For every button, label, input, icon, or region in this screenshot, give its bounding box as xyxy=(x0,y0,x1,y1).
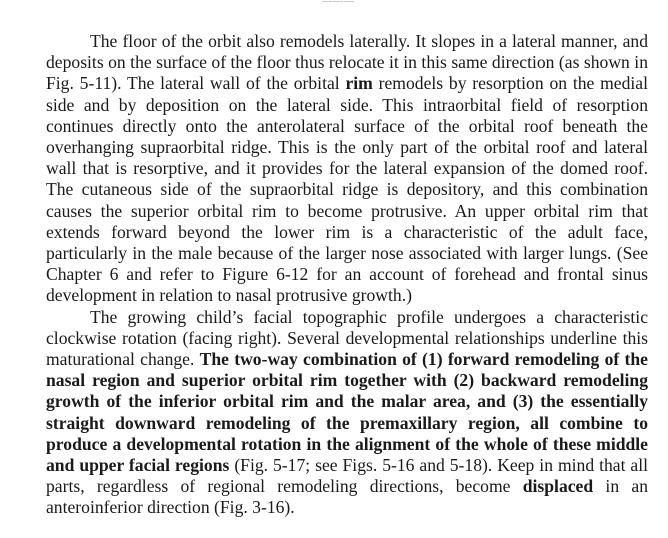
text-segment: remodels by resorption on the medial side and by deposition on the lateral side. This intraorbital field of resorption continues directly onto the anterolateral surface of the orbital roof beneath the overhanging supraorbital ridge. This is the only part of the orbital roof and lateral wall that is resorptive, and it provides for the lateral expansion of the domed roof. The cutaneous side of the supraorbital ridge is depository, and this combination causes the superior orbital rim to become protrusive. An upper orbital rim that extends forward beyond the lower rim is a characteristic of the adult face, particularly in the male because of the larger nose associated with larger lungs. (See Chapter 6 and refer to Figure 6-12 for an account of forehead and frontal sinus development in relation to nasal protrusive growth.) xyxy=(46,73,649,306)
text-segment: (Fig. 5-17; see Figs. 5-16 and 5-18). Keep in mind that all parts, regardless of regional remodeling directions, become xyxy=(46,455,648,497)
text-segment: The growing child’s facial topographic profile undergoes a characteristic clockwise rotation (facing right). Several developmental relationships underline this maturational change. xyxy=(46,306,648,370)
text-segment: The floor of the orbit also remodels laterally. It slopes in a lateral manner, and deposits on the surface of the floor thus relocate it in this same direction (as shown in Fig. 5-11). The lateral wall of the orbital xyxy=(46,31,648,94)
bold-term-rim: rim xyxy=(345,73,373,94)
paragraph-orbit-floor xyxy=(46,31,648,307)
page-header-fragment: ——— xyxy=(322,0,355,7)
bold-term-displaced: displaced xyxy=(522,476,594,497)
body-text xyxy=(46,31,648,519)
bold-passage-remodeling: The two-way combination of (1) forward remodeling of the nasal region and superior orbital rim together with (2) backward remodeling growth of the inferior orbital rim and the malar area, and (3) the essentially straight downward remodeling of the premaxillary region, all combine to produce a developmental rotation in the alignment of the whole of these middle and upper facial regions xyxy=(46,349,648,476)
text-segment: in an anteroinferior direction (Fig. 3-16). xyxy=(46,476,648,518)
paragraph-facial-rotation xyxy=(46,307,648,519)
